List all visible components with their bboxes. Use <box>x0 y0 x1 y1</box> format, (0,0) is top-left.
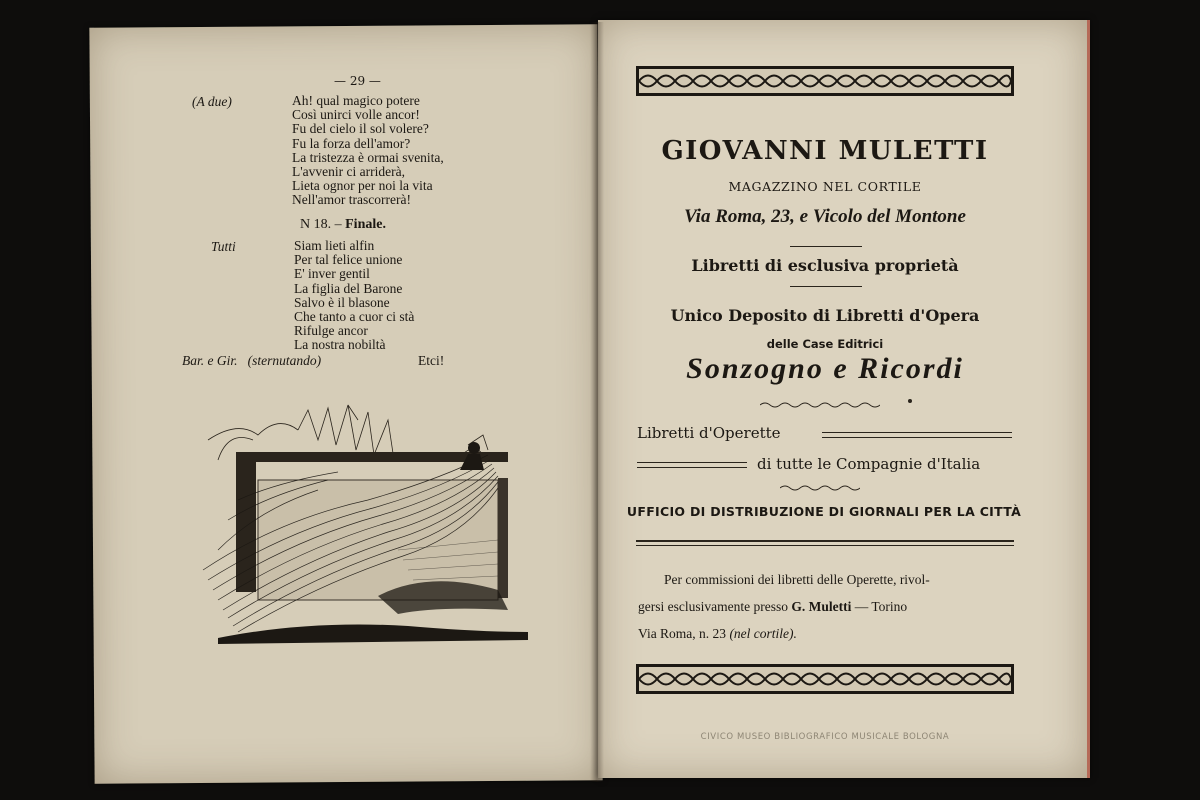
commission-paragraph <box>638 566 1012 647</box>
office-line: UFFICIO DI DISTRIBUZIONE DI GIORNALI PER LA CITTÀ <box>626 504 1022 519</box>
verse-tutti <box>294 239 414 353</box>
verse-line: Ah! qual magico potere <box>292 93 420 108</box>
library-stamp: CIVICO MUSEO BIBLIOGRAFICO MUSICALE BOLOGNA <box>700 732 950 742</box>
section-title <box>300 217 386 233</box>
divider-rule <box>790 246 862 247</box>
speaker-tutti: Tutti <box>211 239 236 254</box>
verse-line: Salvo è il blasone <box>294 294 390 310</box>
ink-dot <box>908 399 912 403</box>
shop-address: Via Roma, 23, e Vicolo del Montone <box>684 206 966 227</box>
verse-line: Così unirci volle ancor! <box>292 107 420 123</box>
exclusive-line: Libretti di esclusiva proprietà <box>691 256 959 275</box>
paragraph-text: — Torino <box>854 599 908 614</box>
publishers-intro: delle Case Editrici <box>766 337 884 351</box>
thin-rule <box>636 545 1014 546</box>
paragraph-line <box>638 620 1012 647</box>
engraving-illustration <box>198 400 532 648</box>
section-name: Finale. <box>345 217 386 232</box>
stage-speakers: Bar. e Gir. <box>182 353 238 368</box>
thick-rule <box>636 540 1014 542</box>
verse-line: Fu del cielo il sol volere? <box>292 121 429 137</box>
stage-direction-line <box>182 353 321 369</box>
wavy-divider-small <box>780 484 860 492</box>
page-number: — 29 — <box>334 74 381 88</box>
verse-line: Fu la forza dell'amor? <box>292 135 411 151</box>
stage-direction: (sternutando) <box>247 353 322 368</box>
double-rule <box>637 467 747 468</box>
paragraph-line: Per commissioni dei libretti delle Operette, rivol- <box>664 572 930 587</box>
ornamental-border-bottom <box>636 664 1014 694</box>
section-number: N 18. – <box>300 217 342 232</box>
verse-line: La tristezza è ormai svenita, <box>292 149 444 165</box>
verse-line: Per tal felice unione <box>294 252 403 268</box>
verse-line: La nostra nobiltà <box>294 337 386 353</box>
verse-line: Nell'amor trascorrerà! <box>292 192 411 208</box>
verse-line: L'avvenir ci arriderà, <box>292 164 405 180</box>
muletti-name: G. Muletti <box>791 599 852 614</box>
double-rule <box>822 437 1012 438</box>
operettas-line-1: Libretti d'Operette <box>637 424 781 442</box>
speaker-a-due: (A due) <box>192 94 232 109</box>
shop-subtitle: MAGAZZINO NEL CORTILE <box>728 179 922 194</box>
paragraph-text: Via Roma, n. 23 <box>638 626 727 641</box>
verse-line: Siam lieti alfin <box>294 238 375 253</box>
wavy-divider <box>760 400 880 410</box>
publisher-name: GIOVANNI MULETTI <box>661 136 989 166</box>
operettas-line-2: di tutte le Compagnie d'Italia <box>757 455 981 473</box>
verse-a-due <box>292 94 444 208</box>
verse-line: Che tanto a cuor ci stà <box>294 309 415 325</box>
verse-line: Lieta ognor per noi la vita <box>292 178 433 194</box>
ornamental-border-top <box>636 66 1014 96</box>
unique-depot-line: Unico Deposito di Libretti d'Opera <box>670 306 980 325</box>
publishers-names: Sonzogno e Ricordi <box>686 352 964 385</box>
paragraph-line <box>638 593 1012 620</box>
double-rule <box>637 462 747 463</box>
double-rule <box>822 432 1012 433</box>
paragraph-italic: (nel cortile). <box>729 626 797 641</box>
verse-line: La figlia del Barone <box>294 280 403 296</box>
verse-line: E' inver gentil <box>294 266 370 282</box>
divider-rule <box>790 286 862 287</box>
sneeze-line: Etci! <box>418 353 445 368</box>
verse-line: Rifulge ancor <box>294 323 368 339</box>
paragraph-text: gersi esclusivamente presso <box>638 599 788 614</box>
